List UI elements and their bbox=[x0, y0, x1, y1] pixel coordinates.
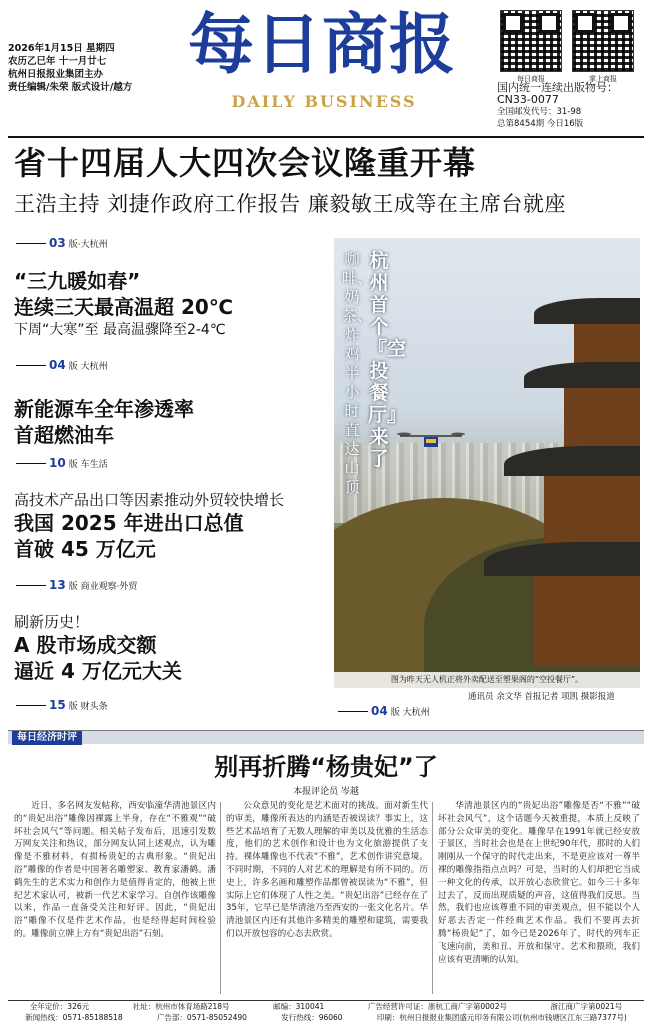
story-4[interactable] bbox=[14, 612, 324, 684]
opinion-column bbox=[226, 800, 428, 996]
logo-english: DAILY BUSINESS bbox=[231, 92, 417, 111]
newspaper-logo bbox=[162, 4, 482, 124]
qr-caption: 每日商报 bbox=[517, 75, 545, 83]
footer-item: 社址：杭州市体育场路218号 bbox=[132, 1002, 230, 1011]
section-bar bbox=[8, 730, 644, 744]
ref-section: 版 大杭州 bbox=[68, 361, 108, 372]
story-title: 连续三天最高温超 20℃ bbox=[14, 295, 234, 319]
footer-item: 新闻热线：0571-85188518 bbox=[25, 1013, 123, 1022]
photo-subtitle: 咖啡、奶茶、炸鸡半小时直达山顶 bbox=[342, 250, 373, 496]
issue-info: 总第8454期 今日16版 bbox=[497, 119, 584, 129]
ref-section: 版 财头条 bbox=[68, 701, 108, 712]
story-1[interactable] bbox=[14, 268, 324, 340]
footer-item: 全年定价：326元 bbox=[29, 1002, 90, 1011]
footer-row-2 bbox=[8, 1012, 644, 1023]
story-title: A 股市场成交额 bbox=[14, 633, 157, 657]
section-tag: 每日经济时评 bbox=[12, 731, 82, 745]
footer-row-1 bbox=[8, 1001, 644, 1012]
paragraph: 公众意见的变化是艺术面对的挑战。面对新生代的审美，雕像所表达的内涵是否被误读？事实上，这些艺术品培育了无数人理解的审美以及优雅的生活态度，他们的艺术创作和设计也为文化旅游提供了支持。裸体雕像也不代表“不雅”，艺术创作讲究意境。不同时期，不同的人对艺术的理解是有所不同的。历史上，许多名画和雕塑作品都曾被误读为“不雅”，但实际上它们体现了人性之美。“贵妃出浴”已经存在了35年，它早已是华清池乃至西安的一张文化名片。华清池景区内还有其他许多精美的雕塑和建筑，需要我们以开放包容的心态去欣赏。 bbox=[226, 801, 428, 939]
photo-caption: 图为昨天无人机正将外卖配送至塑果阁的“空投餐厅”。 bbox=[334, 672, 640, 688]
story-title-2: 逼近 4 万亿元大关 bbox=[14, 659, 182, 683]
footer-item: 印刷：杭州日报报业集团盛元印务有限公司(杭州市钱塘区江东三路7377号) bbox=[376, 1013, 627, 1022]
column-divider bbox=[220, 802, 221, 994]
ref-page: 15 bbox=[49, 698, 66, 712]
page-reference[interactable] bbox=[16, 578, 137, 592]
footer-item: 浙江商广字第0021号 bbox=[550, 1002, 623, 1011]
publisher-line: 杭州日报报业集团主办 bbox=[8, 69, 104, 80]
story-title-2: 首超燃油车 bbox=[14, 423, 114, 447]
ref-line bbox=[16, 705, 46, 706]
story-title-2: 首破 45 万亿元 bbox=[14, 537, 156, 561]
qr-code-icon[interactable] bbox=[500, 10, 562, 72]
ref-section: 版 车生活 bbox=[68, 459, 108, 470]
paragraph: 华清池景区内的“贵妃出浴”雕像是否“不雅”“破坏社会风气”，这个话题今天被重提，本质上反映了部分公众审美的变化。雕像早在1991年就已经安放于景区，当时社会也是在上世纪90年代，那时的人们刚刚从一个保守的时代走出来，不是更应该对一尊半裸的雕像指指点点吗？可是，当时的人们却把它当成一种文化的传承，以开放心态欣赏它。如今三十多年过去了，反而出现质疑的声音，这值得我们反思。当然，我们也应该尊重不同的审美观点，但不能以个人好恶去否定一件经典艺术作品。我们不要再去折腾“杨贵妃”了，如今已是2026年了，时代的列车正飞速向前，美和丑、开放和保守、艺术和猥琐，我们应该有更清晰的认知。 bbox=[438, 801, 640, 965]
ref-page: 04 bbox=[371, 704, 388, 718]
story-deck: 下周“大寒”至 最高温骤降至2-4℃ bbox=[14, 322, 226, 338]
story-kicker: “三九暖如春” bbox=[14, 269, 141, 293]
footer bbox=[8, 1000, 644, 1022]
footer-item: 广告部：0571-85052490 bbox=[156, 1013, 247, 1022]
masthead bbox=[0, 0, 652, 135]
story-kicker: 高技术产品出口等因素推动外贸较快增长 bbox=[14, 491, 285, 509]
ref-page: 10 bbox=[49, 456, 66, 470]
footer-item: 邮编：310041 bbox=[273, 1002, 325, 1011]
qr-caption: 掌上商报 bbox=[589, 75, 617, 83]
cn-number: 国内统一连续出版物号：CN33-0077 bbox=[497, 81, 618, 106]
ref-section: 版 商业观察·外贸 bbox=[68, 581, 138, 592]
ref-line bbox=[338, 711, 368, 712]
story-2[interactable] bbox=[14, 396, 324, 448]
divider bbox=[8, 136, 644, 138]
ref-section: 版 大杭州 bbox=[390, 707, 430, 718]
photo-title: 杭州首个『空投餐厅』来了 bbox=[368, 250, 407, 470]
drone-icon bbox=[396, 430, 466, 452]
date-line: 2026年1月15日 星期四 bbox=[8, 43, 115, 54]
paragraph: 近日，多名网友发帖称，西安临潼华清池景区内的“贵妃出浴”雕像因裸露上半身，存在“不雅观”“破坏社会风气”等问题。相关帖子发布后，迅速引发数万网友关注和热议，部分网友认同上述观点，认为雕像是不雅材料，有损杨贵妃的古典形象。“贵妃出浴”雕像的作者是中国著名雕塑家、教育家潘鹤。潘鹤先生的艺术实力和创作力是值得肯定的，他被上世纪艺术家认可，被新一代艺术家学习。自创作该雕像以来，作品一直备受关注和好评。因此，“贵妃出浴”雕像不仅是件艺术作品，也是经得起时间检验的。雕像前立牌上方有“贵妃出浴”石刻。 bbox=[14, 801, 216, 939]
postal-code: 全国邮发代号：31-98 bbox=[497, 107, 582, 117]
ref-line bbox=[16, 463, 46, 464]
footer-item: 广告经营许可证：浙杭工商广字第0002号 bbox=[367, 1002, 507, 1011]
date-box bbox=[8, 42, 168, 94]
publication-info bbox=[497, 82, 647, 130]
footer-item: 发行热线：96060 bbox=[281, 1013, 343, 1022]
photo-credit: 通讯员 余文华 首报记者 项凯 摄影报道 bbox=[468, 692, 615, 702]
page-reference[interactable] bbox=[16, 456, 108, 470]
ref-page: 04 bbox=[49, 358, 66, 372]
story-title: 新能源车全年渗透率 bbox=[14, 397, 194, 421]
lead-photo[interactable] bbox=[334, 238, 640, 688]
editors-line: 责任编辑/朱荣 版式设计/越方 bbox=[8, 82, 133, 93]
qr-code-icon[interactable] bbox=[572, 10, 634, 72]
story-3[interactable] bbox=[14, 490, 324, 562]
pagoda-illustration bbox=[524, 278, 640, 678]
ref-line bbox=[16, 365, 46, 366]
page-reference[interactable] bbox=[338, 704, 430, 718]
lead-headline[interactable]: 省十四届人大四次会议隆重开幕 bbox=[14, 144, 477, 182]
lunar-line: 农历乙巳年 十一月廿七 bbox=[8, 56, 107, 67]
opinion-column bbox=[14, 800, 216, 996]
opinion-column bbox=[438, 800, 640, 996]
opinion-title[interactable]: 别再折腾“杨贵妃”了 bbox=[214, 753, 438, 781]
ref-page: 13 bbox=[49, 578, 66, 592]
column-divider bbox=[432, 802, 433, 994]
opinion-byline: 本报评论员 岑越 bbox=[293, 787, 359, 797]
ref-line bbox=[16, 243, 46, 244]
page-reference[interactable] bbox=[16, 236, 108, 250]
page-reference[interactable] bbox=[16, 358, 108, 372]
story-title: 我国 2025 年进出口总值 bbox=[14, 511, 244, 535]
ref-section: 版·大杭州 bbox=[68, 239, 108, 250]
logo-chinese: 每日商报 bbox=[188, 5, 456, 83]
page-reference[interactable] bbox=[16, 698, 108, 712]
ref-line bbox=[16, 585, 46, 586]
ref-page: 03 bbox=[49, 236, 66, 250]
story-kicker: 刷新历史！ bbox=[14, 613, 90, 631]
lead-subhead: 王浩主持 刘捷作政府工作报告 廉毅敏王成等在主席台就座 bbox=[14, 192, 566, 216]
opinion-body bbox=[14, 800, 640, 996]
